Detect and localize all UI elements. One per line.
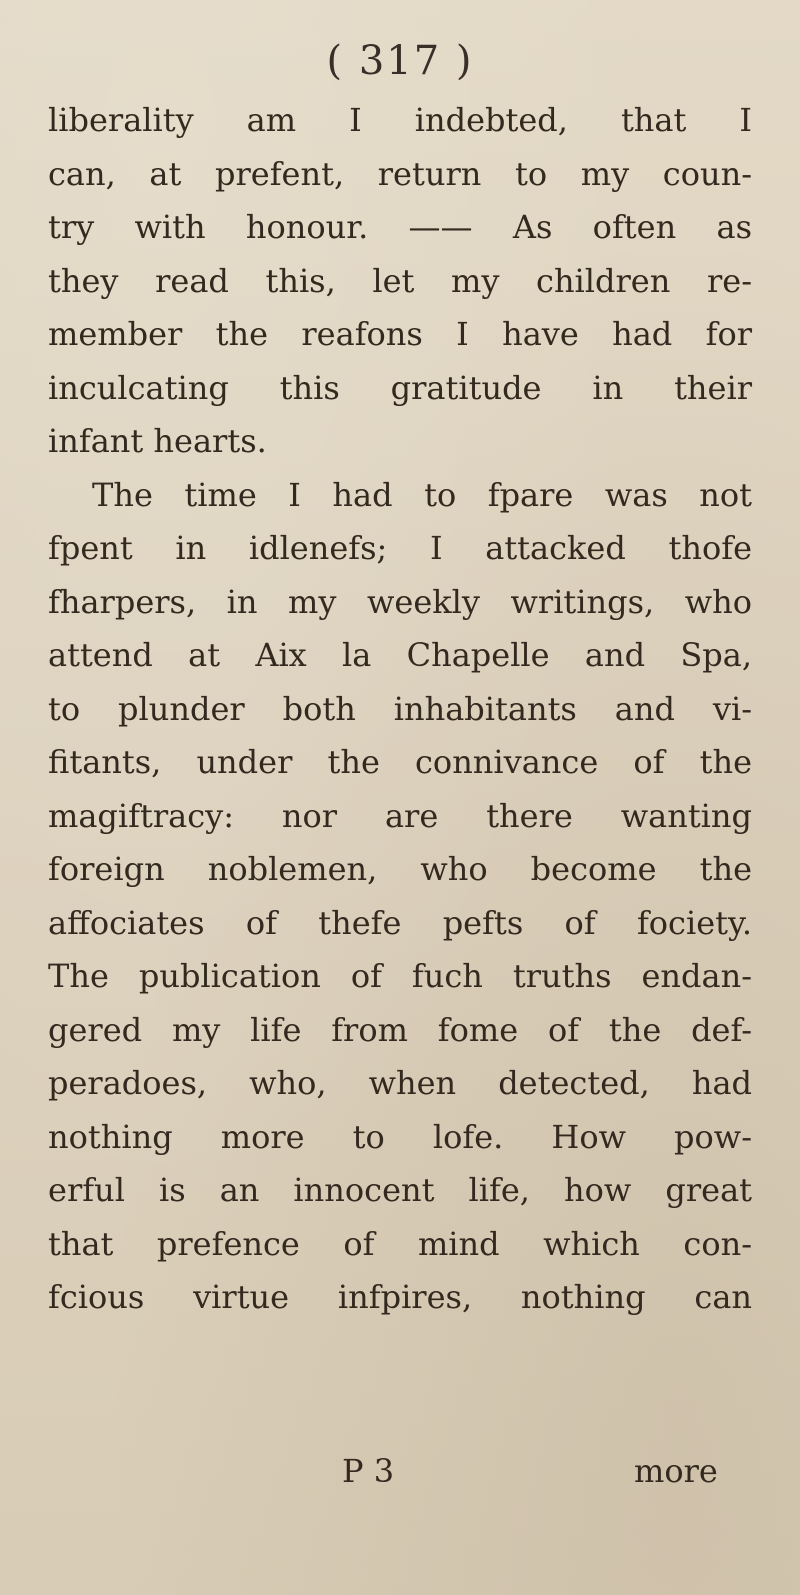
signature-mark: P 3: [342, 1452, 395, 1490]
text-line: that prefence of mind which con-: [48, 1224, 752, 1263]
text-line: magiftracy: nor are there wanting: [48, 796, 752, 835]
text-line: can, at prefent, return to my coun-: [48, 154, 752, 193]
text-line: try with honour. —— As often as: [48, 208, 752, 246]
text-line: erful is an innocent life, how great: [48, 1171, 752, 1209]
page-number: ( 317 ): [326, 38, 474, 84]
page-footer: [0, 1452, 800, 1502]
body-text: [48, 94, 752, 1325]
catchword: more: [634, 1452, 718, 1490]
text-line: foreign noblemen, who become the: [48, 850, 752, 888]
text-line: fitants, under the connivance of the: [48, 743, 752, 781]
text-line: fpent in idlenefs; I attacked thofe: [48, 529, 752, 567]
text-line: affociates of thefe pefts of fociety.: [48, 903, 752, 942]
text-line: The time I had to fpare was not: [92, 475, 752, 514]
text-line: The publication of fuch truths endan-: [48, 957, 752, 995]
text-line: attend at Aix la Chapelle and Spa,: [48, 636, 752, 674]
text-line: member the reafons I have had for: [48, 315, 752, 353]
text-line: gered my life from fome of the def-: [48, 1010, 752, 1049]
text-line: to plunder both inhabitants and vi-: [48, 689, 752, 728]
text-line: infant hearts.: [48, 422, 267, 460]
text-line: liberality am I indebted, that I: [48, 101, 752, 139]
text-line: fharpers, in my weekly writings, who: [48, 582, 752, 621]
text-line: nothing more to lofe. How pow-: [48, 1117, 752, 1156]
text-line: fcious virtue infpires, nothing can: [48, 1278, 752, 1316]
text-line: inculcating this gratitude in their: [48, 368, 752, 407]
text-line: peradoes, who, when detected, had: [48, 1064, 752, 1102]
text-line: they read this, let my children re-: [48, 261, 752, 300]
